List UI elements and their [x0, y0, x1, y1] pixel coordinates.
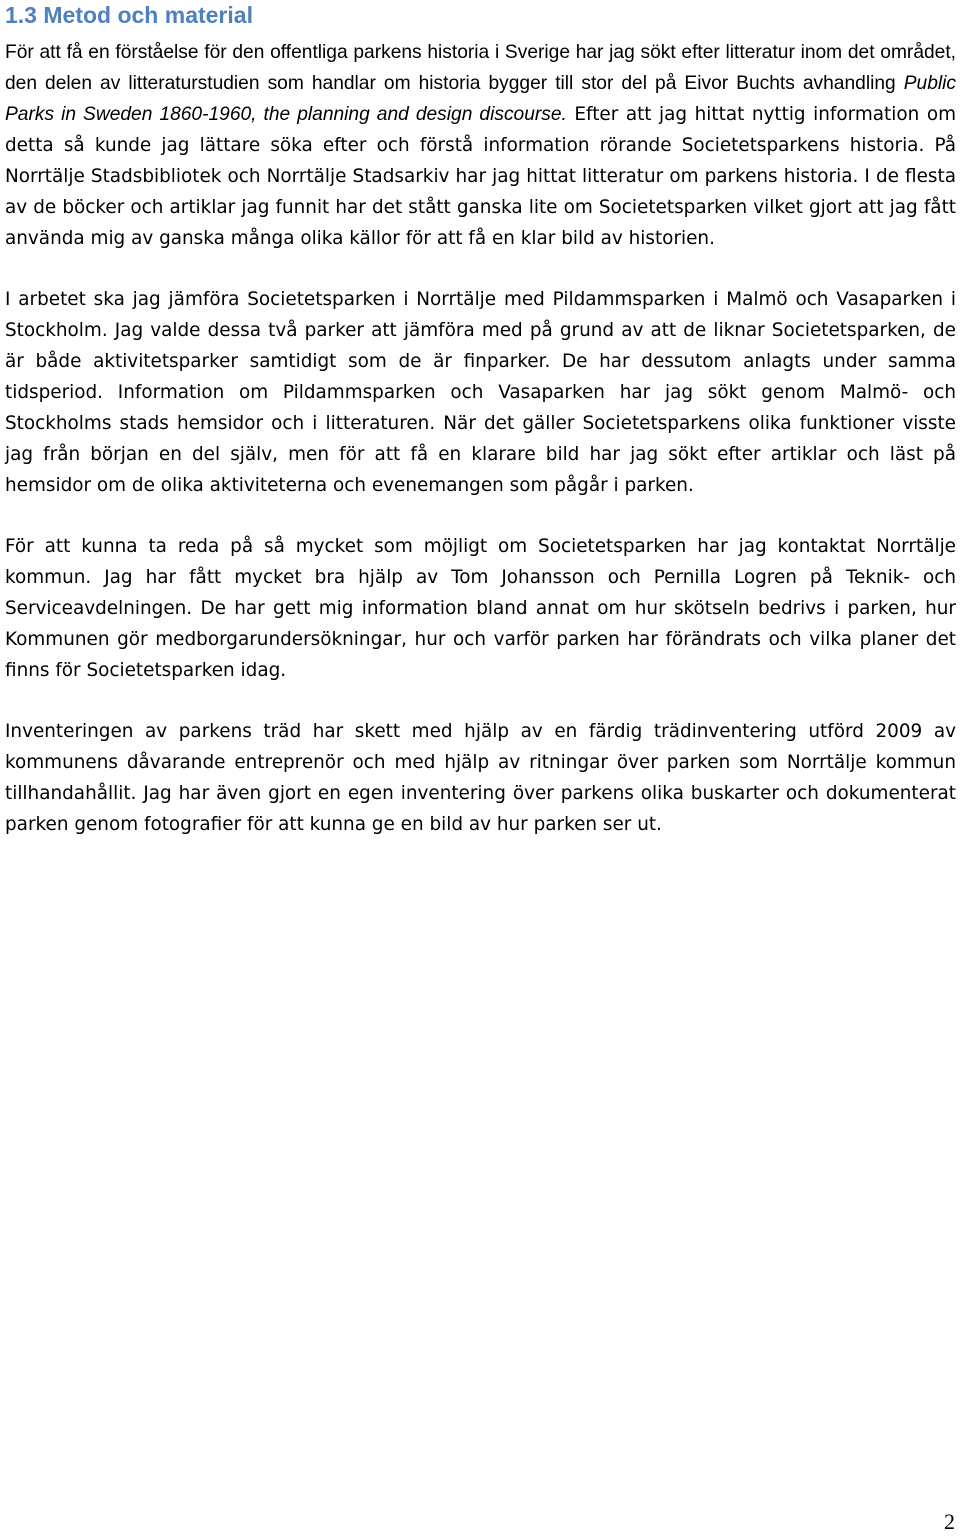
section-heading: 1.3 Metod och material: [5, 2, 253, 28]
paragraph-spacer: [5, 686, 956, 716]
paragraph-method-literature: [5, 37, 956, 254]
paragraph-1-intro: För att få en förståelse för den offentliga parkens historia i Sverige har jag sökt efter litteratur inom det området, den delen av litteraturstudien som handlar om historia bygger till stor del på Eivor Buchts avhandling: [5, 42, 956, 94]
paragraph-spacer: [5, 254, 956, 284]
page-number: 2: [944, 1509, 955, 1534]
paragraph-tree-inventory: Inventeringen av parkens träd har skett med hjälp av en färdig trädinventering utförd 2009 av kommunens dåvarande entreprenör och med hjälp av ritningar över parken som Norrtälje kommun tillhandahållit. Jag har även gjort en egen inventering över parkens olika buskarter och dokumenterat parken genom fotografier för att kunna ge en bild av hur parken ser ut.: [5, 721, 956, 835]
paragraph-1-rest: Efter att jag hittat nyttig information om detta så kunde jag lättare söka efter och förstå information rörande Societetsparkens historia. På Norrtälje Stadsbibliotek och Norrtälje Stadsarkiv har jag hittat litteratur om parkens historia. I de flesta av de böcker och artiklar jag funnit har det stått ganska lite om Societetsparken vilket gjort att jag fått använda mig av ganska många olika källor för att få en klar bild av historien.: [5, 104, 956, 249]
paragraph-spacer: [5, 501, 956, 531]
paragraph-park-comparison: I arbetet ska jag jämföra Societetsparken i Norrtälje med Pildammsparken i Malmö och Vasaparken i Stockholm. Jag valde dessa två parker att jämföra med på grund av att de liknar Societetsparken, de är både aktivitetsparker samtidigt som de är finparker. De har dessutom anlagts under samma tidsperiod. Information om Pildammsparken och Vasaparken har jag sökt genom Malmö- och Stockholms stads hemsidor och i litteraturen. När det gäller Societetsparkens olika funktioner visste jag från början en del själv, men för att få en klarare bild har jag sökt efter artiklar och läst på hemsidor om de olika aktiviteterna och evenemangen som pågår i parken.: [5, 289, 956, 496]
thesis-title: Public Parks in Sweden 1860-1960, the planning and design discourse.: [5, 73, 956, 125]
paragraph-municipality-contact: För att kunna ta reda på så mycket som möjligt om Societetsparken har jag kontaktat Norrtälje kommun. Jag har fått mycket bra hjälp av Tom Johansson och Pernilla Logren på Teknik- och Serviceavdelningen. De har gett mig information bland annat om hur skötseln bedrivs i parken, hur Kommunen gör medborgarundersökningar, hur och varför parken har förändrats och vilka planer det finns för Societetsparken idag.: [5, 536, 956, 681]
